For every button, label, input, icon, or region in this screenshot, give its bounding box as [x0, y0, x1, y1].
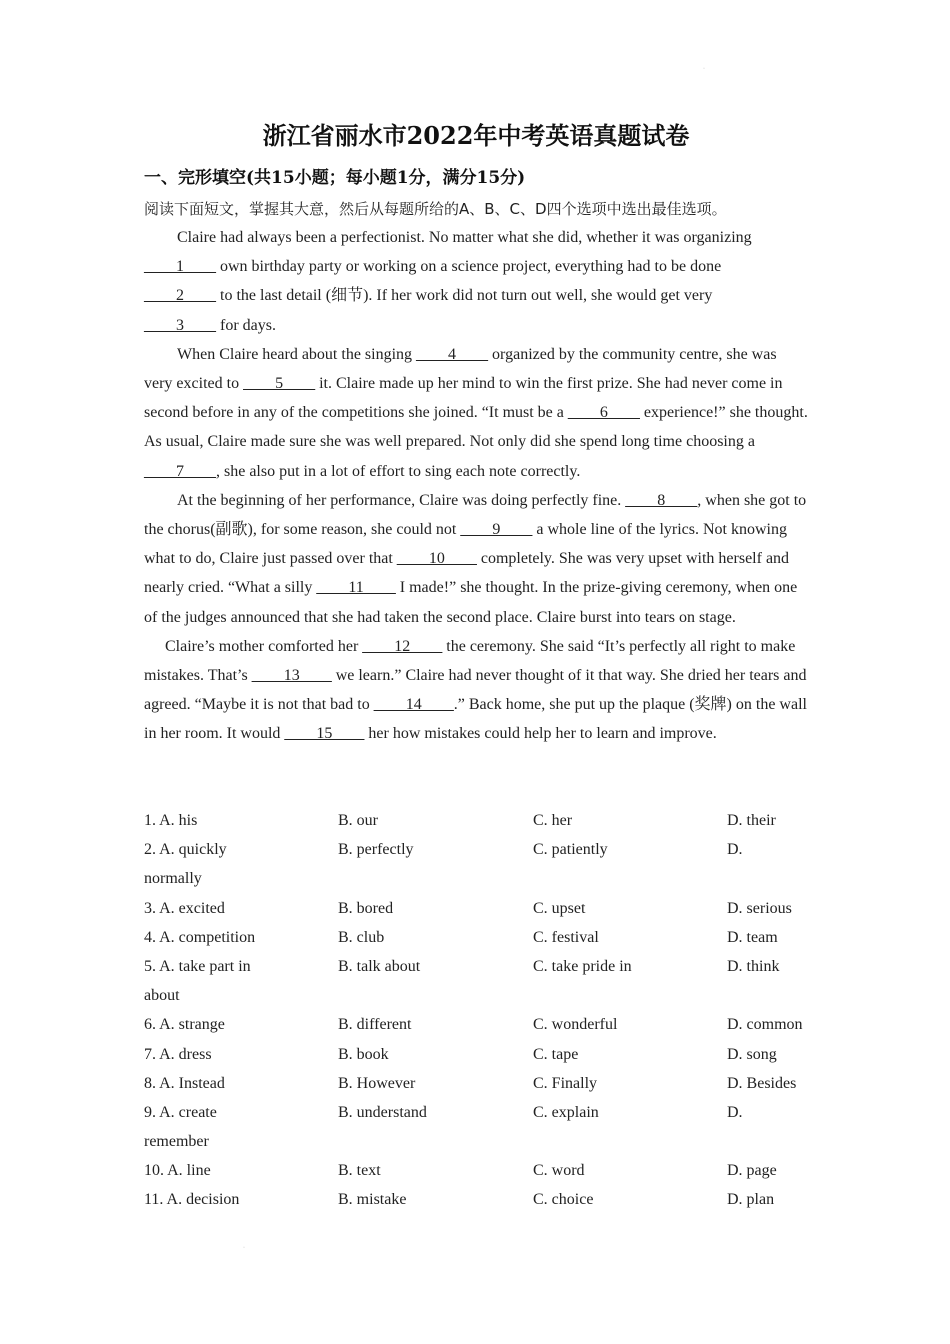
- blank-5: ____5____: [243, 375, 316, 393]
- blank-14: ____14____: [373, 696, 454, 714]
- cloze-passage: [144, 223, 808, 749]
- option-a[interactable]: 9. A. create: [144, 1103, 217, 1121]
- option-b[interactable]: B. different: [338, 1016, 412, 1034]
- paragraph-3: At the beginning of her performance, Claire was doing perfectly fine. ____8____, when she got to the chorus(副歌), for some reason, she could not ____9____ a whole line of the lyrics. Not knowing what to do, Claire just passed over that ____10____ completely. She was very upset with herself and nearly cried. “What a silly ____11____ I made!” she thought. In the prize-giving ceremony, when one of the judges announced that she had taken the second place. Claire burst into tears on stage.: [144, 491, 807, 626]
- section-instruction: 阅读下面短文，掌握其大意，然后从每题所给的A、B、C、D四个选项中选出最佳选项。: [144, 200, 727, 218]
- option-row: [144, 1156, 808, 1185]
- option-row: [144, 1069, 808, 1098]
- blank-4: ____4____: [416, 345, 489, 363]
- option-row: [144, 1040, 808, 1069]
- option-d[interactable]: D. their: [727, 812, 776, 829]
- option-a[interactable]: 6. A. strange: [144, 1016, 225, 1034]
- option-c[interactable]: C. take pride in: [533, 957, 632, 975]
- option-d[interactable]: D. plan: [727, 1191, 775, 1209]
- option-b[interactable]: B. text: [338, 1162, 381, 1180]
- option-d-wrap: about: [144, 987, 180, 1005]
- option-c[interactable]: C. tape: [533, 1045, 579, 1063]
- option-b[interactable]: B. club: [338, 928, 385, 946]
- option-c[interactable]: C. explain: [533, 1103, 599, 1121]
- blank-13: ____13____: [251, 667, 332, 685]
- blank-11: ____11____: [316, 579, 396, 597]
- section-heading: 一、完形填空(共15小题；每小题1分，满分15分): [144, 168, 526, 188]
- option-d[interactable]: D. page: [727, 1162, 777, 1180]
- decorative-dot: ·: [703, 66, 705, 72]
- option-d[interactable]: D.: [727, 841, 743, 859]
- option-b[interactable]: B. perfectly: [338, 841, 414, 859]
- paragraph-2: When Claire heard about the singing ____4____ organized by the community centre, she was very excited to ____5____ it. Claire made up her mind to win the first prize. She had never come in second before in any of the competitions she joined. “It must be a ____6____ experience!” she thought. As usual, Claire made sure she was well prepared. Not only did she spend long time choosing a ____7____, she also put in a lot of effort to sing each note correctly.: [144, 345, 808, 480]
- option-b[interactable]: B. mistake: [338, 1191, 407, 1209]
- option-d[interactable]: D. serious: [727, 899, 792, 917]
- blank-2: ____2____: [144, 287, 216, 305]
- option-c[interactable]: C. her: [533, 812, 573, 829]
- blank-8: ____8____: [625, 491, 698, 509]
- option-b[interactable]: B. talk about: [338, 957, 421, 975]
- option-d-wrap: remember: [144, 1133, 209, 1151]
- option-b[interactable]: B. bored: [338, 899, 394, 917]
- option-a[interactable]: 2. A. quickly: [144, 841, 227, 859]
- blank-9: ____9____: [460, 521, 533, 539]
- option-c[interactable]: C. upset: [533, 899, 586, 917]
- option-c[interactable]: C. word: [533, 1162, 585, 1180]
- option-c[interactable]: C. festival: [533, 928, 599, 946]
- option-d[interactable]: D. common: [727, 1016, 803, 1034]
- option-a[interactable]: 11. A. decision: [144, 1191, 240, 1209]
- option-c[interactable]: C. patiently: [533, 841, 608, 859]
- option-row: [144, 952, 808, 1010]
- option-row: [144, 835, 808, 893]
- decorative-dot: ·: [243, 1245, 245, 1251]
- option-row: [144, 1185, 808, 1214]
- option-a[interactable]: 3. A. excited: [144, 899, 225, 917]
- option-a[interactable]: 7. A. dress: [144, 1045, 212, 1063]
- option-c[interactable]: C. choice: [533, 1191, 594, 1209]
- option-b[interactable]: B. However: [338, 1074, 416, 1092]
- blank-3: ____3____: [144, 316, 216, 334]
- paragraph-4: Claire’s mother comforted her ____12____ the ceremony. She said “It’s perfectly all right to make mistakes. That’s ____13____ we learn.” Claire had never thought of it that way. She dried her tears and agreed. “Maybe it is not that bad to ____14____.” Back home, she put up the plaque (奖牌) on the wall in her room. It would ____15____ her how mistakes could help her to learn and improve.: [144, 637, 807, 743]
- answer-options: [144, 806, 808, 1215]
- blank-12: ____12____: [362, 637, 443, 655]
- option-d[interactable]: D. team: [727, 928, 778, 946]
- option-d[interactable]: D. think: [727, 957, 780, 975]
- option-d-wrap: normally: [144, 870, 202, 888]
- option-row: [144, 923, 808, 952]
- blank-7: ____7____: [144, 462, 216, 480]
- page-title: 浙江省丽水市2022年中考英语真题试卷: [262, 121, 690, 150]
- option-b[interactable]: B. book: [338, 1045, 389, 1063]
- blank-10: ____10____: [396, 550, 477, 568]
- option-b[interactable]: B. understand: [338, 1103, 427, 1121]
- option-b[interactable]: B. our: [338, 812, 378, 829]
- option-row: [144, 1098, 808, 1156]
- option-a[interactable]: 8. A. Instead: [144, 1074, 225, 1092]
- option-d[interactable]: D. Besides: [727, 1074, 797, 1092]
- option-row: [144, 894, 808, 923]
- option-a[interactable]: 1. A. his: [144, 812, 198, 829]
- option-a[interactable]: 4. A. competition: [144, 928, 256, 946]
- option-c[interactable]: C. Finally: [533, 1074, 598, 1092]
- option-c[interactable]: C. wonderful: [533, 1016, 618, 1034]
- option-d[interactable]: D. song: [727, 1045, 777, 1063]
- option-a[interactable]: 5. A. take part in: [144, 957, 251, 975]
- option-row: [144, 806, 808, 835]
- paragraph-1: Claire had always been a perfectionist. No matter what she did, whether it was organizing ____1____ own birthday party or working on a science project, everything had to be done ____2____ to the last detail (细节). If her work did not turn out well, she would get very ____3____ for days.: [144, 229, 752, 334]
- blank-1: ____1____: [144, 258, 216, 276]
- blank-6: ____6____: [567, 404, 640, 422]
- option-d[interactable]: D.: [727, 1103, 743, 1121]
- blank-15: ____15____: [284, 725, 365, 743]
- option-row: [144, 1010, 808, 1039]
- option-a[interactable]: 10. A. line: [144, 1162, 211, 1180]
